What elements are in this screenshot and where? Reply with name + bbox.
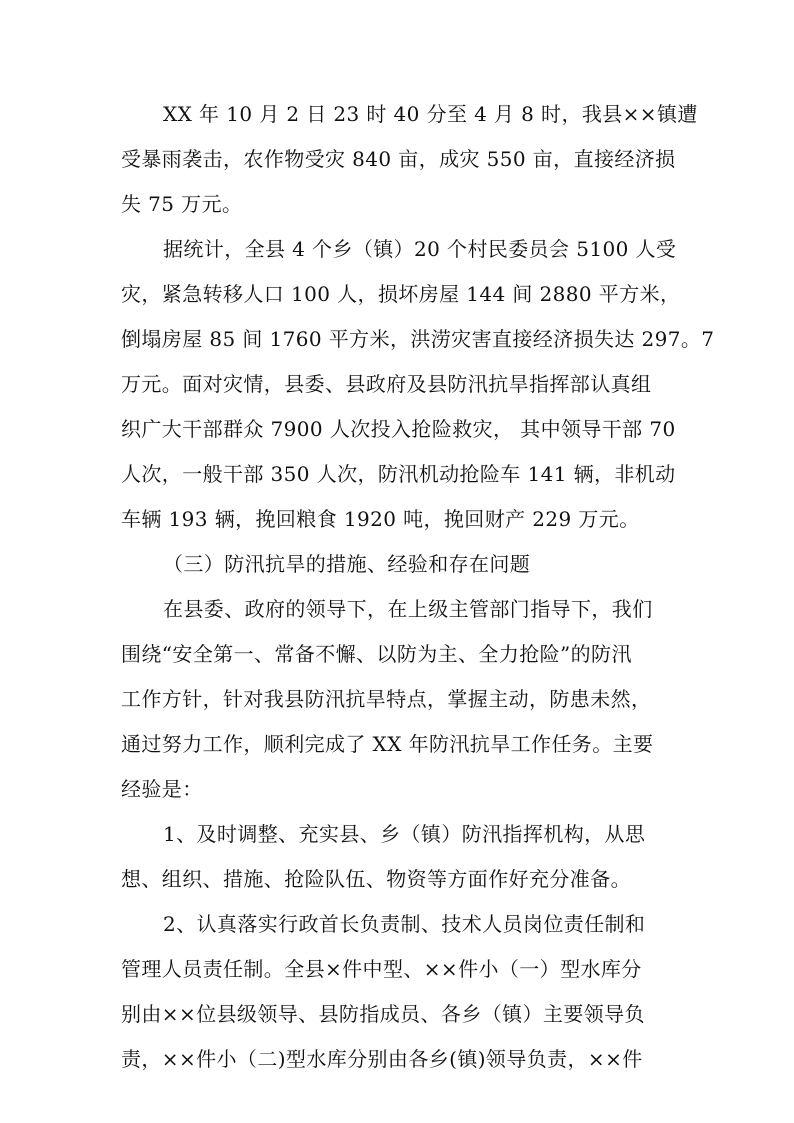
text-line: 车辆 193 辆，挽回粮食 1920 吨，挽回财产 229 万元。 — [121, 507, 640, 531]
text-line: XX 年 10 月 2 日 23 时 40 分至 4 月 8 时，我县××镇遭 — [163, 102, 698, 126]
text-line: 1、及时调整、充实县、乡（镇）防汛指挥机构，从思 — [163, 822, 646, 846]
text-line: 责，××件小（二)型水库分别由各乡(镇)领导负责，××件 — [121, 1047, 643, 1071]
text-line: 倒塌房屋 85 间 1760 平方米，洪涝灾害直接经济损失达 297。7 — [121, 327, 715, 351]
text-line: 在县委、政府的领导下，在上级主管部门指导下，我们 — [163, 597, 653, 621]
text-line: 灾，紧急转移人口 100 人，损坏房屋 144 间 2880 平方米， — [121, 282, 681, 306]
text-line: 受暴雨袭击，农作物受灾 840 亩，成灾 550 亩，直接经济损 — [121, 147, 676, 171]
text-line: 工作方针，针对我县防汛抗旱特点，掌握主动，防患未然， — [121, 687, 652, 711]
text-line: 万元。面对灾情，县委、县政府及县防汛抗旱指挥部认真组 — [121, 372, 652, 396]
text-line: 想、组织、措施、抢险队伍、物资等方面作好充分准备。 — [121, 867, 631, 891]
text-line: 通过努力工作，顺利完成了 XX 年防汛抗旱工作任务。主要 — [121, 732, 654, 756]
text-line: 管理人员责任制。全县×件中型、××件小（一）型水库分 — [121, 957, 642, 981]
text-line: 围绕“安全第一、常备不懈、以防为主、全力抢险”的防汛 — [121, 642, 632, 666]
text-line: 据统计，全县 4 个乡（镇）20 个村民委员会 5100 人受 — [163, 237, 677, 261]
text-line: 2、认真落实行政首长负责制、技术人员岗位责任制和 — [163, 912, 646, 936]
text-line: 经验是： — [121, 777, 203, 801]
text-line: 人次，一般干部 350 人次，防汛机动抢险车 141 辆，非机动 — [121, 462, 676, 486]
section-heading: （三）防汛抗旱的措施、经验和存在问题 — [163, 552, 531, 576]
text-line: 织广大干部群众 7900 人次投入抢险救灾， 其中领导干部 70 — [121, 417, 676, 441]
text-line: 别由××位县级领导、县防指成员、各乡（镇）主要领导负 — [121, 1002, 645, 1026]
text-line: 失 75 万元。 — [121, 192, 243, 216]
